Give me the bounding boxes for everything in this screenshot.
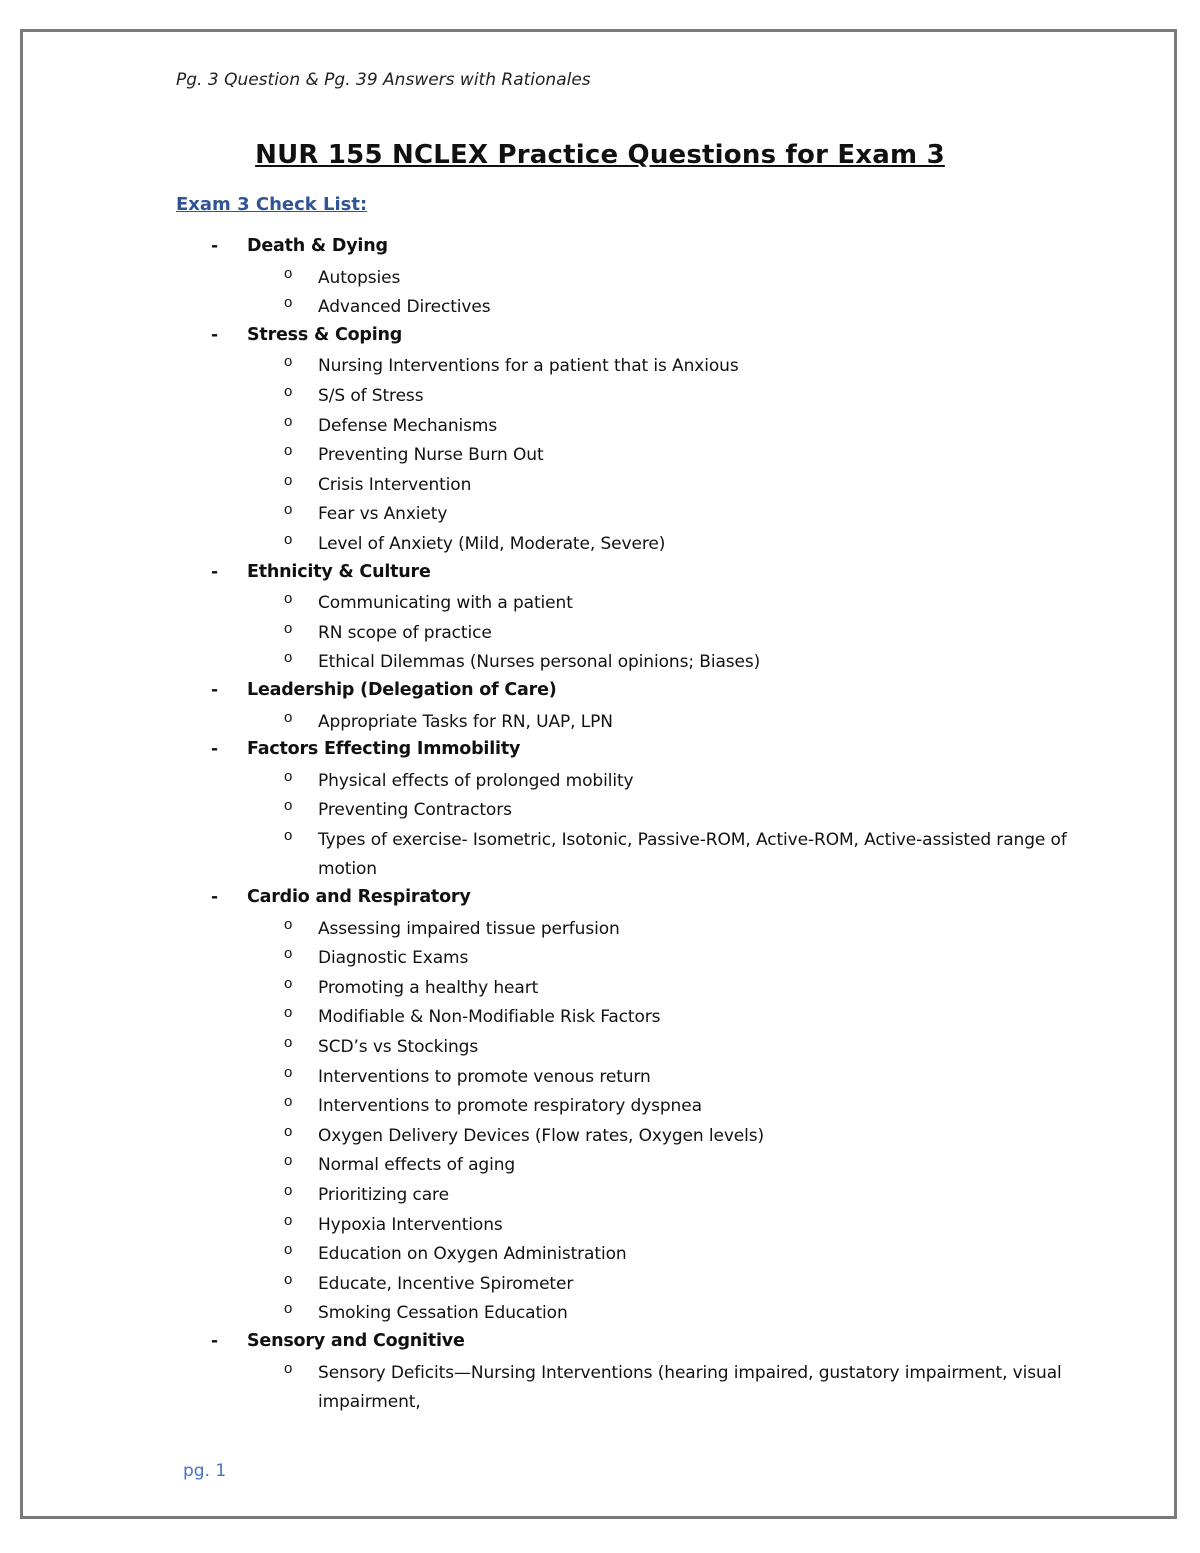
list-item bbox=[0, 1238, 1200, 1270]
list-item bbox=[0, 1297, 1200, 1329]
topic-row bbox=[0, 323, 1200, 353]
circle-bullet-icon: o bbox=[284, 1270, 293, 1288]
list-item bbox=[0, 824, 1200, 885]
checklist-topic bbox=[0, 560, 1200, 678]
circle-bullet-icon: o bbox=[284, 590, 293, 608]
list-item-text: Preventing Contractors bbox=[318, 800, 512, 821]
list-item bbox=[0, 617, 1200, 649]
topic-items bbox=[0, 913, 1200, 1329]
circle-bullet-icon: o bbox=[284, 412, 293, 430]
list-item-text: SCD’s vs Stockings bbox=[318, 1037, 479, 1058]
topic-label: Leadership (Delegation of Care) bbox=[247, 679, 557, 700]
list-item-text: Appropriate Tasks for RN, UAP, LPN bbox=[318, 711, 613, 732]
list-item-text: Interventions to promote venous return bbox=[318, 1066, 651, 1087]
list-item bbox=[0, 972, 1200, 1004]
circle-bullet-icon: o bbox=[284, 915, 293, 933]
list-item bbox=[0, 1149, 1200, 1181]
list-item bbox=[0, 587, 1200, 619]
list-item bbox=[0, 706, 1200, 738]
circle-bullet-icon: o bbox=[284, 1300, 293, 1318]
checklist-topic bbox=[0, 737, 1200, 885]
list-item bbox=[0, 1268, 1200, 1300]
dash-bullet-icon: - bbox=[211, 887, 219, 908]
dash-bullet-icon: - bbox=[211, 679, 219, 700]
list-item-text: Physical effects of prolonged mobility bbox=[318, 770, 634, 791]
circle-bullet-icon: o bbox=[284, 767, 293, 785]
circle-bullet-icon: o bbox=[284, 649, 293, 667]
circle-bullet-icon: o bbox=[284, 382, 293, 400]
checklist-heading: Exam 3 Check List: bbox=[176, 194, 368, 215]
topic-row bbox=[0, 560, 1200, 590]
list-item bbox=[0, 1031, 1200, 1063]
circle-bullet-icon: o bbox=[284, 1063, 293, 1081]
list-item bbox=[0, 439, 1200, 471]
list-item-text: Promoting a healthy heart bbox=[318, 977, 539, 998]
topic-row bbox=[0, 885, 1200, 915]
list-item-text: Diagnostic Exams bbox=[318, 948, 469, 969]
list-item bbox=[0, 794, 1200, 826]
topic-items bbox=[0, 587, 1200, 678]
dash-bullet-icon: - bbox=[211, 739, 219, 760]
list-item-text: Defense Mechanisms bbox=[318, 415, 498, 436]
page-number: pg. 1 bbox=[183, 1461, 227, 1481]
circle-bullet-icon: o bbox=[284, 1034, 293, 1052]
circle-bullet-icon: o bbox=[284, 1004, 293, 1022]
topic-items bbox=[0, 350, 1200, 559]
topic-items bbox=[0, 1357, 1200, 1418]
list-item-text: S/S of Stress bbox=[318, 385, 424, 406]
list-item-text: Prioritizing care bbox=[318, 1185, 449, 1205]
list-item bbox=[0, 350, 1200, 382]
list-item-text: RN scope of practice bbox=[318, 622, 492, 643]
dash-bullet-icon: - bbox=[211, 324, 219, 345]
checklist-topic bbox=[0, 234, 1200, 323]
circle-bullet-icon: o bbox=[284, 353, 293, 371]
topic-items bbox=[0, 262, 1200, 323]
topic-label: Stress & Coping bbox=[247, 324, 403, 345]
topic-items bbox=[0, 706, 1200, 738]
dash-bullet-icon: - bbox=[211, 561, 219, 582]
list-item-text: Advanced Directives bbox=[318, 297, 491, 318]
list-item-text: Oxygen Delivery Devices (Flow rates, Oxygen levels) bbox=[318, 1125, 765, 1146]
list-item bbox=[0, 291, 1200, 323]
topic-label: Sensory and Cognitive bbox=[247, 1330, 465, 1351]
circle-bullet-icon: o bbox=[284, 1122, 293, 1140]
circle-bullet-icon: o bbox=[284, 945, 293, 963]
checklist-topic bbox=[0, 1329, 1200, 1418]
list-item-text: Crisis Intervention bbox=[318, 474, 472, 495]
list-item bbox=[0, 1090, 1200, 1122]
header-note: Pg. 3 Question & Pg. 39 Answers with Rationales bbox=[176, 70, 591, 90]
list-item bbox=[0, 1120, 1200, 1152]
list-item bbox=[0, 410, 1200, 442]
list-item-text: Modifiable & Non-Modifiable Risk Factors bbox=[318, 1007, 661, 1028]
list-item bbox=[0, 469, 1200, 501]
circle-bullet-icon: o bbox=[284, 826, 293, 844]
circle-bullet-icon: o bbox=[284, 1359, 293, 1377]
topic-row bbox=[0, 234, 1200, 264]
circle-bullet-icon: o bbox=[284, 974, 293, 992]
topic-items bbox=[0, 765, 1200, 885]
dash-bullet-icon: - bbox=[211, 236, 219, 256]
list-item-text: Hypoxia Interventions bbox=[318, 1214, 503, 1235]
list-item bbox=[0, 1061, 1200, 1093]
circle-bullet-icon: o bbox=[284, 1152, 293, 1170]
list-item-text: Smoking Cessation Education bbox=[318, 1303, 568, 1324]
topic-row bbox=[0, 678, 1200, 708]
list-item-text: Fear vs Anxiety bbox=[318, 504, 448, 525]
topic-label: Cardio and Respiratory bbox=[247, 887, 471, 908]
circle-bullet-icon: o bbox=[284, 294, 293, 312]
list-item bbox=[0, 913, 1200, 945]
topic-row bbox=[0, 737, 1200, 767]
list-item-text: Assessing impaired tissue perfusion bbox=[318, 918, 620, 939]
list-item-text: Interventions to promote respiratory dyspnea bbox=[318, 1096, 702, 1117]
circle-bullet-icon: o bbox=[284, 264, 293, 282]
circle-bullet-icon: o bbox=[284, 1093, 293, 1111]
list-item-text: Sensory Deficits—Nursing Interventions (hearing impaired, gustatory impairment, visual impairment, bbox=[318, 1362, 1062, 1413]
list-item bbox=[0, 262, 1200, 294]
list-item bbox=[0, 1357, 1200, 1418]
list-item-text: Preventing Nurse Burn Out bbox=[318, 445, 544, 466]
circle-bullet-icon: o bbox=[284, 1211, 293, 1229]
circle-bullet-icon: o bbox=[284, 708, 293, 726]
list-item-text: Educate, Incentive Spirometer bbox=[318, 1273, 574, 1294]
checklist bbox=[0, 234, 1200, 1418]
list-item-text: Level of Anxiety (Mild, Moderate, Severe) bbox=[318, 533, 666, 554]
list-item-text: Types of exercise- Isometric, Isotonic, Passive-ROM, Active-ROM, Active-assisted range of motion bbox=[318, 829, 1067, 880]
circle-bullet-icon: o bbox=[284, 1241, 293, 1259]
topic-row bbox=[0, 1329, 1200, 1359]
circle-bullet-icon: o bbox=[284, 530, 293, 548]
circle-bullet-icon: o bbox=[284, 471, 293, 489]
list-item bbox=[0, 528, 1200, 560]
circle-bullet-icon: o bbox=[284, 501, 293, 519]
checklist-topic bbox=[0, 323, 1200, 560]
topic-label: Factors Effecting Immobility bbox=[247, 739, 521, 760]
circle-bullet-icon: o bbox=[284, 619, 293, 637]
list-item bbox=[0, 942, 1200, 974]
list-item bbox=[0, 765, 1200, 797]
topic-label: Ethnicity & Culture bbox=[247, 561, 431, 582]
circle-bullet-icon: o bbox=[284, 442, 293, 460]
list-item bbox=[0, 498, 1200, 530]
list-item bbox=[0, 1179, 1200, 1211]
list-item-text: Nursing Interventions for a patient that is Anxious bbox=[318, 356, 739, 377]
circle-bullet-icon: o bbox=[284, 797, 293, 815]
document-title: NUR 155 NCLEX Practice Questions for Exam 3 bbox=[255, 140, 945, 170]
list-item-text: Communicating with a patient bbox=[318, 593, 573, 614]
list-item bbox=[0, 646, 1200, 678]
dash-bullet-icon: - bbox=[211, 1330, 219, 1351]
list-item-text: Autopsies bbox=[318, 267, 401, 288]
checklist-topic bbox=[0, 678, 1200, 737]
list-item-text: Normal effects of aging bbox=[318, 1155, 516, 1176]
list-item bbox=[0, 1001, 1200, 1033]
topic-label: Death & Dying bbox=[247, 236, 388, 256]
list-item bbox=[0, 380, 1200, 412]
list-item-text: Education on Oxygen Administration bbox=[318, 1244, 627, 1265]
checklist-topic bbox=[0, 885, 1200, 1329]
list-item-text: Ethical Dilemmas (Nurses personal opinions; Biases) bbox=[318, 652, 761, 673]
circle-bullet-icon: o bbox=[284, 1182, 293, 1199]
list-item bbox=[0, 1209, 1200, 1241]
